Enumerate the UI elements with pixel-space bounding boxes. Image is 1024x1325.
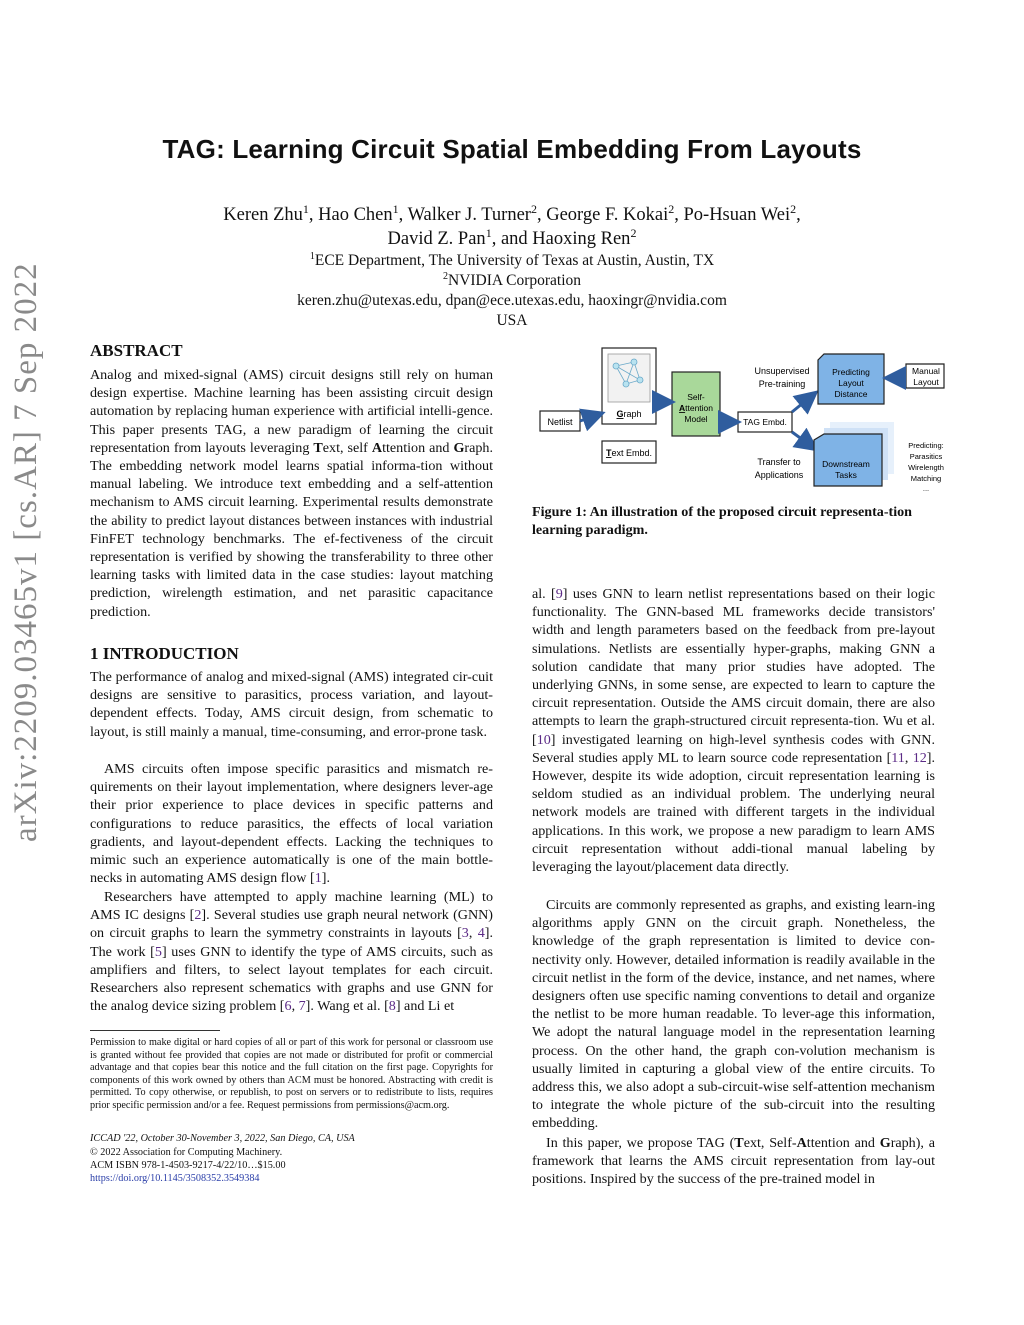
self-attention-letter: A <box>678 403 686 413</box>
unsupervised-label-2: Pre-training <box>758 379 806 389</box>
arrow-netlist-graph <box>580 414 600 421</box>
affiliation-ut <box>0 252 1024 270</box>
self-attention-line-3: Model <box>684 414 708 424</box>
text-embd-label <box>606 448 652 458</box>
manual-layout-line-2: Layout <box>913 377 939 387</box>
abstract-text <box>90 366 493 621</box>
arxiv-identifier: arXiv:2209.03465v1 [cs.AR] 7 Sep 2022 <box>8 262 44 842</box>
author-affil-mark: 1 <box>302 201 309 216</box>
predicting-line-1: Predicting <box>832 367 870 377</box>
affil-text: NVIDIA Corporation <box>448 272 582 289</box>
figure-1-diagram <box>530 344 950 494</box>
para-text: ] uses GNN to learn netlist representations based on their logic functionality. The GNN-based ML frameworks decide transistors' width and length parameters based on the feedback from pre-layout simulations. Netlists are essentially hyper-graphs, making GNN a solution candidate that many prior studies have adopted. The underlying GNNs, in some sense, are expected to learn to capture the circuit representation. Outside the AMS circuit domain, there are also attempts to learn the graph-structured circuit representa-tion. Wu et al. [ <box>532 586 935 748</box>
graph-label <box>616 409 641 419</box>
citation-link[interactable]: 1 <box>314 870 322 887</box>
para-text: al. [ <box>532 586 556 602</box>
intro-paragraph-2 <box>90 760 493 887</box>
para-text: ttention and <box>806 1135 880 1151</box>
para-text: ] uses GNN to identify the type of AMS circuits, such as amplifiers and filters, to select layout templates for each circuit. Researchers also represent schematics with graphs and use GNN for the analog device sizing problem [ <box>90 943 493 1015</box>
author-affil-mark: 2 <box>530 201 537 216</box>
predicting-list-item: Predicting: <box>908 441 944 450</box>
citation-link[interactable]: 5 <box>154 943 162 960</box>
para-text: ]. Several studies use graph neural network (GNN) on circuit graphs to learn the symmetry constraints in layouts [ <box>90 907 493 942</box>
self-attention-line-2 <box>679 403 713 413</box>
text-embd-letter: T <box>605 448 612 458</box>
citation-link[interactable]: 9 <box>555 586 563 602</box>
isbn: ACM ISBN 978-1-4503-9217-4/22/10…$15.00 <box>90 1160 286 1171</box>
graph-picture <box>608 354 650 402</box>
citation-link[interactable]: 11 <box>891 749 905 766</box>
abstract-text-part: Analog and mixed-signal (AMS) circuit designs still rely on human design expertise. Machine learning has been assisting circuit design automation by replacing human experience with artificial intelli-gence. This paper presents TAG, a new paradigm of learning the circuit representation from layouts leveraging <box>90 367 493 456</box>
conference-info: ICCAD '22, October 30-November 3, 2022, San Diego, CA, USA <box>90 1133 355 1144</box>
paper-title: TAG: Learning Circuit Spatial Embedding From Layouts <box>162 134 862 164</box>
citation-link[interactable]: 2 <box>194 907 202 924</box>
author-affil-mark: 2 <box>668 201 675 216</box>
citation-link[interactable]: 8 <box>388 998 396 1015</box>
doi-link[interactable]: https://doi.org/10.1145/3508352.3549384 <box>90 1173 260 1184</box>
author-line-2 <box>0 225 1024 250</box>
abstract-text-part: ttention and <box>382 439 454 456</box>
transfer-label-2: Applications <box>754 470 804 480</box>
bold-letter: G <box>879 1135 891 1151</box>
author-name: , Walker J. Turner <box>398 205 531 225</box>
author-name: , and Haoxing Ren <box>491 229 631 249</box>
permission-notice: Permission to make digital or hard copies of all or part of this work for personal or classroom use is granted without fee provided that copies are not made or distributed for profit or commercial advantage and that copies bear this notice and the full citation on the first page. Copyrights for components of this work owned by others than ACM must be honored. Abstracting with credit is permitted. To copy otherwise, or republish, to post on servers or to redistribute to lists, requires prior specific permission and/or a fee. Request permissions from permissions@acm.org. <box>90 1037 493 1111</box>
downstream-line-2: Tasks <box>835 470 857 480</box>
copyright-notice: © 2022 Association for Computing Machinery. <box>90 1147 283 1158</box>
unsupervised-label-1: Unsupervised <box>754 366 810 376</box>
predicting-line-3: Distance <box>834 389 868 399</box>
affiliation-nvidia <box>0 272 1024 290</box>
para-text: ]. <box>321 870 330 887</box>
para-text: In this paper, we propose TAG ( <box>546 1135 735 1151</box>
para-text: AMS circuits often impose specific parasitics and mismatch re-quirements on their layout implementation, where designers lever-age their prior experience to place devices in specific patterns and configurations to reduce parasitics, the effects of local variation gradients, and layout-dependent effects. Lacking the techniques to mimic such an experience automatically is one of the main bottle-necks in automating AMS design flow [ <box>90 761 493 887</box>
self-attention-line-1: Self- <box>687 392 705 402</box>
graph-label-rest: raph <box>623 409 642 419</box>
author-emails: keren.zhu@utexas.edu, dpan@ece.utexas.edu, haoxingr@nvidia.com <box>297 292 727 309</box>
right-paragraph-2: Circuits are commonly represented as graphs, and existing learn-ing algorithms apply GNN on the circuit graph. Nonetheless, the knowledge of the graph representation is limited to device con-nectivity only. However, detailed information is readily available in the circuit netlist in the form of the device, instance, and net names, where designers often use specific naming conventions to detail and organize the netlist to be more human readable. To lever-age this information, We adopt the natural language model in the representation learning process. On the other hand, the graph con-volution mechanism is usually limited in capturing a global view of the entire circuits. To address this, we also adopt a sub-circuit-wise self-attention mechanism to integrate the whole picture of the sub-circuit into the resulting embedding. <box>532 897 935 1132</box>
abstract-bold-letter: T <box>313 439 323 456</box>
author-name: , Hao Chen <box>308 205 393 225</box>
arrow-transfer <box>792 432 814 448</box>
para-text: ] and Li et <box>395 998 455 1015</box>
author-separator: , <box>796 205 801 225</box>
tag-embd-label: TAG Embd. <box>743 417 787 427</box>
author-affil-mark: 2 <box>630 225 637 240</box>
author-name: Keren Zhu <box>223 205 303 225</box>
intro-paragraph-3 <box>90 888 493 1015</box>
self-attention-rest: ttention <box>685 403 714 413</box>
para-text: , <box>291 998 299 1015</box>
abstract-bold-letter: G <box>453 439 465 456</box>
predicting-list-item: ... <box>922 484 930 493</box>
para-text: , <box>468 925 478 942</box>
author-affil-mark: 1 <box>485 225 492 240</box>
para-text: Researchers have attempted to apply machine learning (ML) to AMS IC designs [ <box>90 889 493 924</box>
citation-link[interactable]: 4 <box>477 925 485 942</box>
figure-1-caption: Figure 1: An illustration of the proposed circuit representa-tion learning paradigm. <box>532 504 913 539</box>
manual-layout-line-1: Manual <box>912 366 940 376</box>
bold-letter: T <box>734 1135 744 1151</box>
bold-letter: A <box>796 1135 807 1151</box>
author-affil-mark: 1 <box>392 201 399 216</box>
author-line-1 <box>0 201 1024 226</box>
para-text: ]. However, despite its wide adoption, circuit representation learning is seldom studied as an individual problem. The underlying neural network models are trained with different targets in the individual applications. In this work, we propose a new paradigm to learn AMS circuit representation without addi-tional manual labeling by leveraging the layout/placement data directly. <box>532 749 935 876</box>
footnote-rule <box>90 1030 220 1031</box>
affil-mark: 2 <box>442 270 448 282</box>
citation-link[interactable]: 3 <box>461 925 469 942</box>
downstream-line-1: Downstream <box>822 459 870 469</box>
predicting-list-item: Parasitics <box>909 452 943 461</box>
intro-paragraph-1: The performance of analog and mixed-signal (AMS) integrated cir-cuit designs are sensitive to parasitics, process variation, and layout-dependent effects. Today, AMS circuit design, from schematic to layout, is still mainly a manual, time-consuming, and error-prone task. <box>90 669 493 740</box>
para-text: ext, Self- <box>743 1135 797 1151</box>
citation-link[interactable]: 7 <box>298 998 306 1015</box>
right-paragraph-1 <box>532 585 935 876</box>
citation-link[interactable]: 10 <box>536 731 551 748</box>
abstract-text-part: ext, self <box>322 439 372 456</box>
para-text: ]. The work [ <box>90 925 494 960</box>
abstract-text-part: raph. The embedding network model learns spatial informa-tion without manual labeling. We introduce text embedding and a self-attention mechanism to AMS circuit learning. Experimental results demonstrate the ability to predict layout distances between instances with industrial FinFET technology benchmarks. The ef-fectiveness of the circuit representation is verified by showing the transferability to three other learning tasks with limited data in the case studies: layout matching prediction, wirelength estimation, and net parasitic capacitance prediction. <box>90 439 493 620</box>
arrow-pretraining <box>792 394 814 412</box>
transfer-label-1: Transfer to <box>757 457 801 467</box>
netlist-label: Netlist <box>547 417 573 427</box>
abstract-heading: ABSTRACT <box>90 341 183 360</box>
abstract-bold-letter: A <box>371 439 383 456</box>
para-text: , <box>904 749 913 766</box>
affil-mark: 1 <box>309 250 315 262</box>
para-text: ] investigated learning on high-level synthesis codes with GNN. Several studies apply ML to learn source code representation [ <box>532 731 935 766</box>
predicting-list-item: Wirelength <box>908 463 944 472</box>
affil-text: ECE Department, The University of Texas at Austin, Austin, TX <box>314 252 715 269</box>
citation-link[interactable]: 12 <box>912 749 927 766</box>
author-name: , George F. Kokai <box>536 205 669 225</box>
predicting-line-2: Layout <box>838 378 864 388</box>
author-name: David Z. Pan <box>387 229 486 249</box>
para-text: ]. Wang et al. [ <box>305 998 389 1015</box>
citation-link[interactable]: 6 <box>284 998 292 1015</box>
text-embd-rest: ext Embd. <box>611 448 653 458</box>
para-text: raph), a framework that learns the AMS circuit representation from lay-out positions. Inspired by the success of the pre-trained model in <box>532 1135 935 1188</box>
author-affil-mark: 2 <box>790 201 797 216</box>
author-name: , Po-Hsuan Wei <box>674 205 791 225</box>
introduction-heading: 1 INTRODUCTION <box>90 644 239 663</box>
right-paragraph-3 <box>532 1134 935 1189</box>
graph-label-letter: G <box>616 409 624 419</box>
country: USA <box>496 312 528 329</box>
predicting-list-item: Matching <box>910 474 942 483</box>
